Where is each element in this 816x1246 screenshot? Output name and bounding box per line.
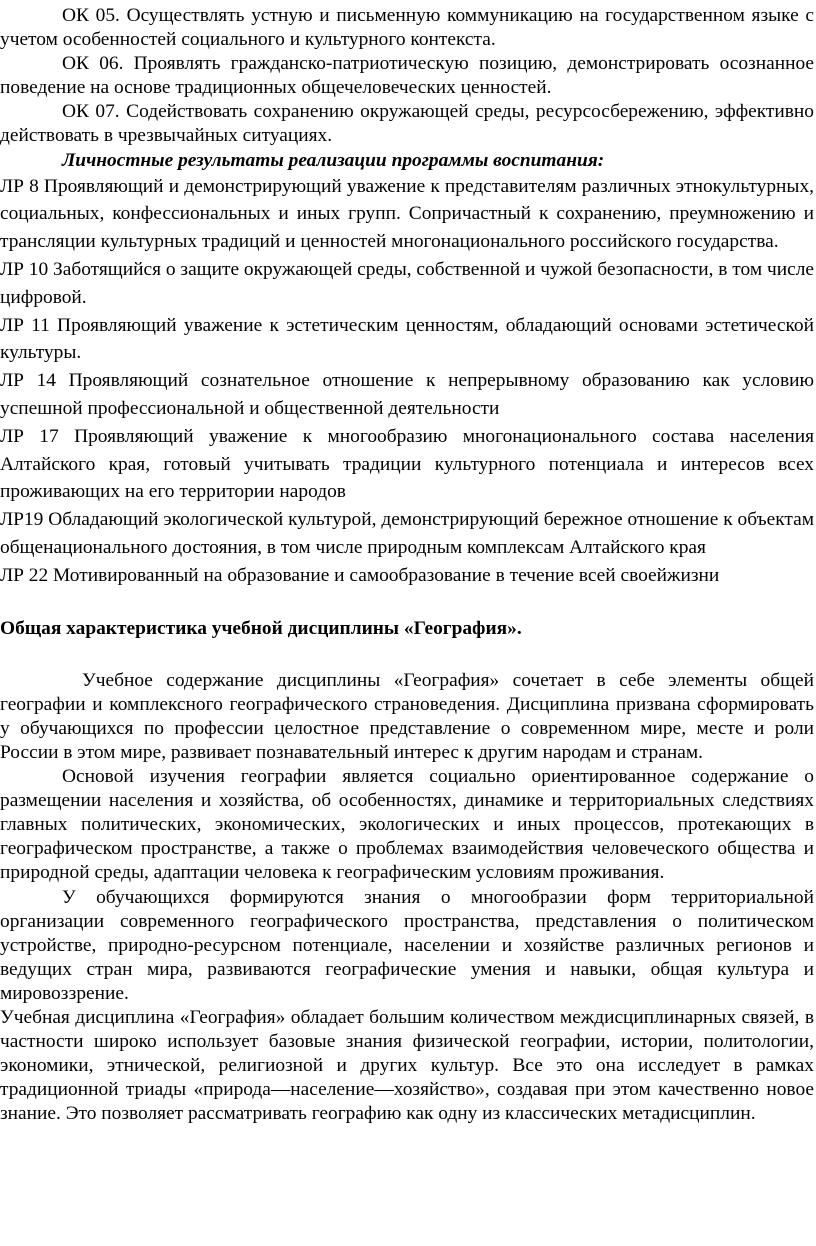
- ok-07-item: ОК 07. Содействовать сохранению окружающей среды, ресурсосбережению, эффективно действовать в чрезвычайных ситуациях.: [0, 101, 814, 147]
- lr-17-item: ЛР 17 Проявляющий уважение к многообразию многонационального состава населения Алтайского края, готовый учитывать традиции культурного потенциала и интересов всех проживающих на его территории народов: [0, 425, 814, 503]
- lr-19-item: ЛР19 Обладающий экологической культурой, демонстрирующий бережное отношение к объектам общенационального достояния, в том числе природным комплексам Алтайского края: [0, 509, 814, 559]
- ok-05-item: ОК 05. Осуществлять устную и письменную коммуникацию на государственном языке с учетом особенностей социального и культурного контекста.: [0, 5, 814, 51]
- lr-22-item: ЛР 22 Мотивированный на образование и самообразование в течение всей своейжизни: [0, 564, 720, 586]
- body-paragraph: Учебная дисциплина «География» обладает большим количеством междисциплинарных связей, в частности широко использует базовые знания физической географии, истории, политологии, экономики, этнической, религиозной и других культур. Все это она исследует в рамках традиционной триады «природа—население—хозяйство», создавая при этом качественно новое знание. Это позволяет рассматривать географию как одну из классических метадисциплин.: [0, 1007, 814, 1125]
- section-title: Общая характеристика учебной дисциплины «География».: [0, 617, 522, 639]
- spacer: [0, 641, 814, 669]
- body-paragraph: У обучающихся формируются знания о многообразии форм территориальной организации современного географического пространства, представления о политическом устройстве, природно-ресурсном потенциале, населении и хозяйстве различных регионов и ведущих стран мира, развиваются географические умения и навыки, общая культура и мировоззрение.: [0, 886, 814, 1004]
- body-paragraph: Основой изучения географии является социально ориентированное содержание о размещении населения и хозяйства, об особенностях, динамике и территориальных следствиях главных политических, экономических, экологических и иных процессов, протекающих в географическом пространстве, а также о проблемах взаимодействия человеческого общества и природной среды, адаптации человека к географическим условиям проживания.: [0, 766, 814, 884]
- lr-8-item: ЛР 8 Проявляющий и демонстрирующий уважение к представителям различных этнокультурных, социальных, конфессиональных и иных групп. Сопричастный к сохранению, преумножению и трансляции культурных традиций и ценностей многонационального российского государства.: [0, 175, 814, 253]
- spacer: [0, 590, 814, 617]
- body-paragraph: Учебное содержание дисциплины «География» сочетает в себе элементы общей географии и комплексного географического страноведения. Дисциплина призвана сформировать у обучающихся по профессии целостное представление о современном мире, месте и роли России в этом мире, развивает познавательный интерес к другим народам и странам.: [0, 669, 814, 763]
- lr-11-item: ЛР 11 Проявляющий уважение к эстетическим ценностям, обладающий основами эстетической культуры.: [0, 314, 814, 364]
- personal-results-heading: Личностные результаты реализации программы воспитания:: [62, 149, 605, 171]
- ok-06-item: ОК 06. Проявлять гражданско-патриотическую позицию, демонстрировать осознанное поведение на основе традиционных общечеловеческих ценностей.: [0, 53, 814, 99]
- lr-10-item: ЛР 10 Заботящийся о защите окружающей среды, собственной и чужой безопасности, в том числе цифровой.: [0, 259, 814, 308]
- lr-14-item: ЛР 14 Проявляющий сознательное отношение к непрерывному образованию как условию успешной профессиональной и общественной деятельности: [0, 370, 814, 420]
